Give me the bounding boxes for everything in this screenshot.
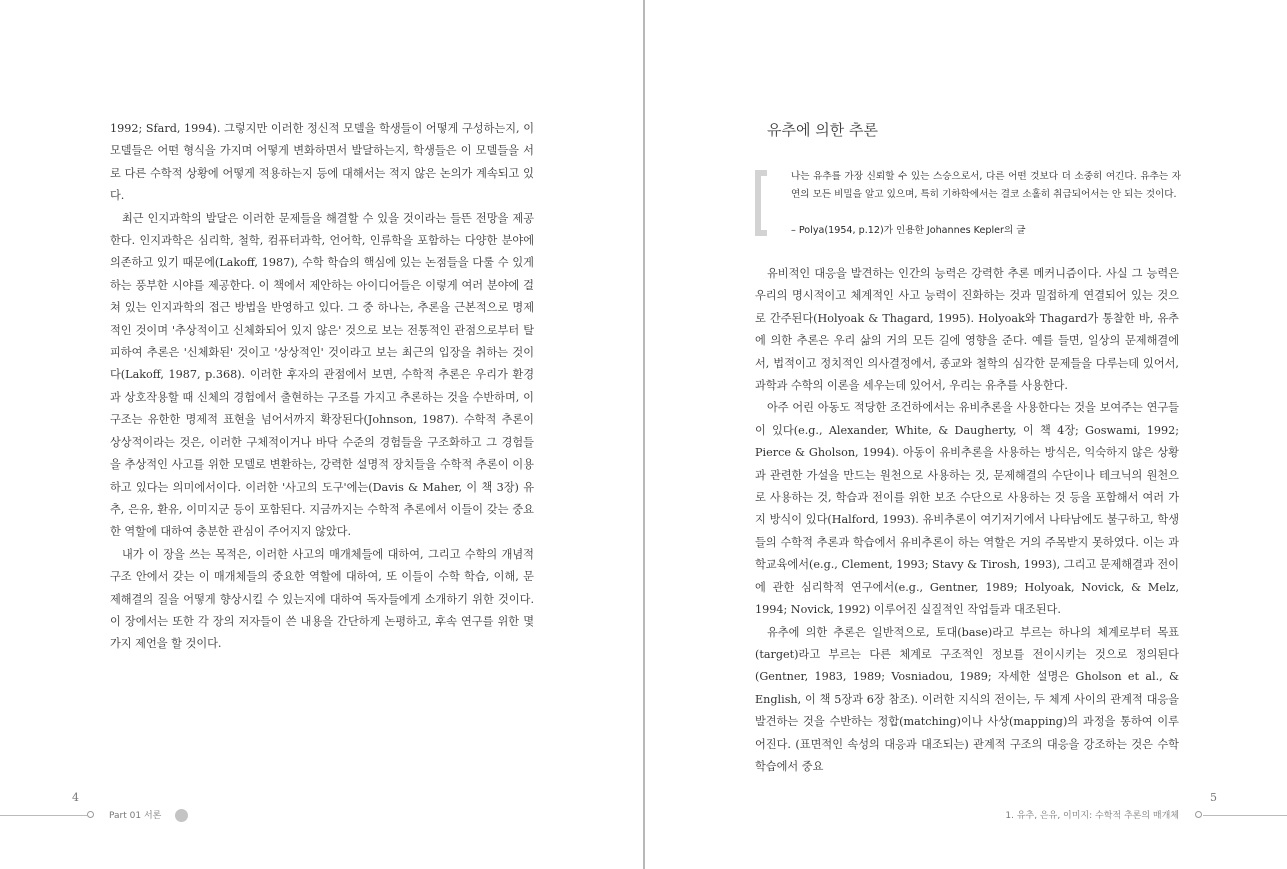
right-page [645,0,1287,869]
right-page-number: 5 [1210,791,1217,804]
epigraph-text: 나는 유추를 가장 신뢰할 수 있는 스승으로서, 다른 어떤 것보다 더 소중히 여긴다. 유추는 자연의 모든 비밀을 알고 있으며, 특히 기하학에서는 결코 소홀히 취급되어서는 안 되는 것이다. [791,171,1181,200]
epigraph-source: – Polya(1954, p.12)가 인용한 Johannes Kepler의 글 [791,225,1026,236]
left-paragraph-3: 내가 이 장을 쓰는 목적은, 이러한 사고의 매개체들에 대하여, 그리고 수학의 개념적 구조 안에서 갖는 이 매개체들의 중요한 역할에 대하여, 또 이들이 수학 학습, 이해, 문제해결의 질을 어떻게 향상시킬 수 있는지에 대하여 독자들에게 소개하기 위한 것이다. 이 장에서는 또한 각 장의 저자들이 쓴 내용을 간단하게 논평하고, 후속 연구를 위한 몇 가지 제언을 할 것이다. [110,547,534,651]
left-page-number: 4 [72,791,79,804]
quote-bracket-icon [755,170,767,236]
right-footer-circle-icon [1195,811,1202,818]
left-footer-dot-icon [175,809,188,822]
left-paragraph-2: 최근 인지과학의 발달은 이러한 문제들을 해결할 수 있을 것이라는 들뜬 전망을 제공한다. 인지과학은 심리학, 철학, 컴퓨터과학, 언어학, 인류학을 포함하는 다양한 분야에 의존하고 있기 때문에(Lakoff, 1987), 수학 학습의 핵심에 있는 논점들을 다룰 수 있게 하는 풍부한 시야를 제공한다. 이 책에서 제안하는 아이디어들은 이렇게 여러 분야에 걸쳐 있는 인지과학의 접근 방법을 반영하고 있다. 그 중 하나는, 추론을 근본적으로 명제적인 것이며 '추상적이고 신체화되어 있지 않은' 것으로 보는 전통적인 관점으로부터 탈피하여 추론은 '신체화된' 것이고 '상상적인' 것이라고 보는 최근의 입장을 취하는 것이다(Lakoff, 1987, p.368). 이러한 후자의 관점에서 보면, 수학적 추론은 우리가 환경과 상호작용할 때 신체의 경험에서 출현하는 구조를 가지고 추론하는 것을 수반하며, 이 구조는 유한한 명제적 표현을 넘어서까지 확장된다(Johnson, 1987). 수학적 추론이 상상적이라는 것은, 이러한 구체적이거나 바닥 수준의 경험들을 구조화하고 그 경험들을 추상적인 사고를 위한 모델로 변환하는, 강력한 설명적 장치들을 수학적 추론이 이용하고 있다는 의미에서이다. 이러한 '사고의 도구'에는(Davis & Maher, 이 책 3장) 유추, 은유, 환유, 이미지군 등이 포함된다. 지금까지는 수학적 추론에서 이들이 갖는 중요한 역할에 대하여 충분한 관심이 주어지지 않았다. [110,211,534,539]
left-paragraph-1: 1992; Sfard, 1994). 그렇지만 이러한 정신적 모델을 학생들이 어떻게 구성하는지, 이 모델들은 어떤 형식을 가지며 어떻게 변화하면서 발달하는지, 학생들은 이 모델들을 서로 다른 수학적 상황에 어떻게 적용하는지 등에 대해서는 적지 않은 논의가 계속되고 있다. [110,122,534,203]
left-page-body [110,118,534,656]
right-paragraph-1: 유비적인 대응을 발견하는 인간의 능력은 강력한 추론 메커니즘이다. 사실 그 능력은 우리의 명시적이고 체계적인 사고 능력이 진화하는 것과 밀접하게 연결되어 있는 것으로 간주된다(Holyoak & Thagard, 1995). Holyoak와 Thagard가 통찰한 바, 유추에 의한 추론은 우리 삶의 거의 모든 길에 영향을 준다. 예를 들면, 일상의 문제해결에서, 법적이고 정치적인 의사결정에서, 종교와 철학의 심각한 문제들을 다루는데 있어서, 과학과 수학의 이론을 세우는데 있어서, 우리는 유추를 사용한다. [755,267,1179,393]
left-footer-rule [0,815,87,816]
left-footer-circle-icon [87,811,94,818]
left-running-footer: Part 01 서론 [109,811,162,821]
right-paragraph-2: 아주 어린 아동도 적당한 조건하에서는 유비추론을 사용한다는 것을 보여주는 연구들이 있다(e.g., Alexander, White, & Daugherty, 이 책 4장; Goswami, 1992; Pierce & Gholson, 1994). 아동이 유비추론을 사용하는 방식은, 익숙하지 않은 상황과 관련한 가설을 만드는 원천으로 사용하는 것, 문제해결의 수단이나 테크닉의 원천으로 사용하는 것, 학습과 전이를 위한 보조 수단으로 사용하는 것 등을 포함해서 여러 가지 방식이 있다(Halford, 1993). 유비추론이 여기저기에서 나타남에도 불구하고, 학생들의 수학적 추론과 학습에서 유비추론이 하는 역할은 거의 주목받지 못하였다. 이는 과학교육에서(e.g., Clement, 1993; Stavy & Tirosh, 1993), 그리고 문제해결과 전이에 관한 심리학적 연구에서(e.g., Gentner, 1989; Holyoak, Novick, & Melz, 1994; Novick, 1992) 이루어진 실질적인 작업들과 대조된다. [755,401,1179,617]
right-page-body [755,263,1179,778]
epigraph-quote [755,168,1180,238]
right-paragraph-3: 유추에 의한 추론은 일반적으로, 토대(base)라고 부르는 하나의 체계로부터 목표(target)라고 부르는 다른 체계로 구조적인 정보를 전이시키는 것으로 정의된다(Gentner, 1983, 1989; Vosniadou, 1989; 자세한 설명은 Gholson et al., & English, 이 책 5장과 6장 참조). 이러한 지식의 전이는, 두 체계 사이의 관계적 대응을 발견하는 것을 수반하는 정합(matching)이나 사상(mapping)의 과정을 통하여 이루어진다. (표면적인 속성의 대응과 대조되는) 관계적 구조의 대응을 강조하는 것은 수학 학습에서 중요 [755,625,1179,773]
left-page [0,0,643,869]
section-title: 유추에 의한 추론 [767,121,878,139]
right-running-footer: 1. 유추, 은유, 이미지: 수학적 추론의 매개체 [1005,811,1179,821]
right-footer-rule [1203,815,1287,816]
